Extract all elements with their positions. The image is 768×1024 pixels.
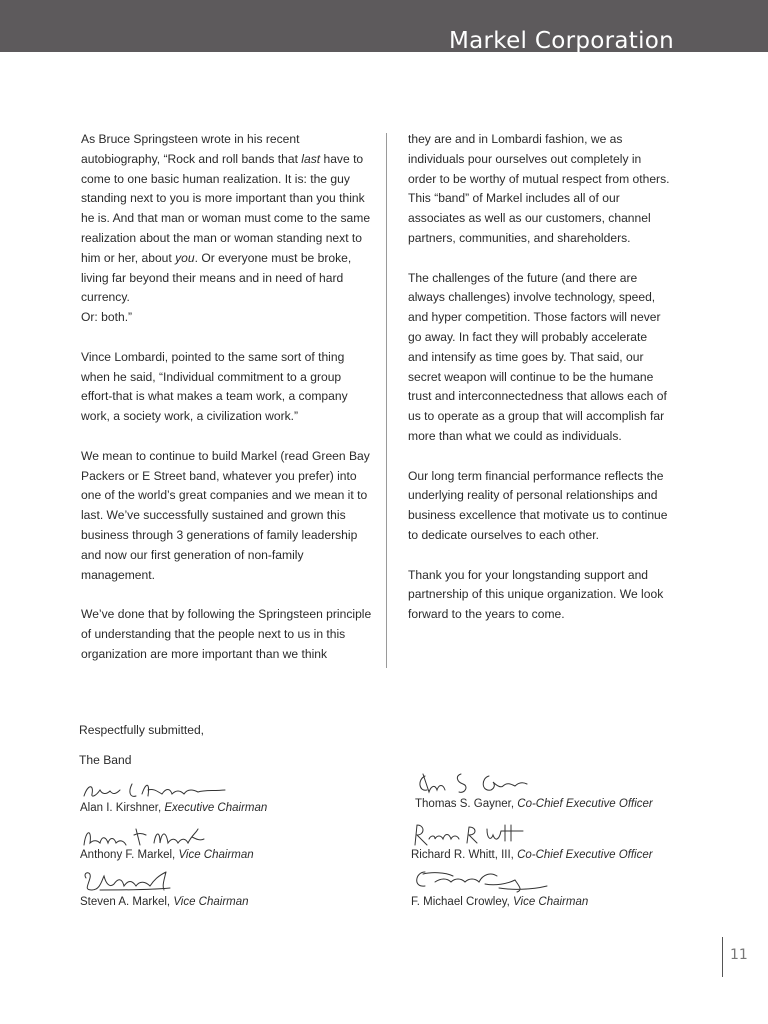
signature-block-anthony-markel: Anthony F. Markel, Vice Chairman: [80, 825, 254, 861]
page-number: 11: [730, 947, 748, 963]
signature-block-whitt: Richard R. Whitt, III, Co-Chief Executive Officer: [411, 821, 653, 861]
header-bar: [0, 0, 768, 52]
handwritten-signature-crowley: [411, 866, 551, 896]
closing-the-band: The Band: [79, 753, 132, 767]
handwritten-signature-whitt: [411, 821, 541, 849]
letter-left-column: [81, 130, 373, 665]
letter-right-column: [408, 130, 670, 625]
signature-block-kirshner: Alan I. Kirshner, Executive Chairman: [80, 778, 267, 814]
paragraph-band-of-markel: they are and in Lombardi fashion, we as individuals pour ourselves out completely in order to be worthy of mutual respect from others. This “band” of Markel includes all of our associates as well as our customers, channel partners, communities, and shareholders.: [408, 132, 670, 245]
paragraph-springsteen-principle: We’ve done that by following the Springsteen principle of understanding that the people next to us in this organization are more important than we think: [81, 607, 372, 661]
signature-block-crowley: F. Michael Crowley, Vice Chairman: [411, 866, 588, 908]
company-title: Markel Corporation: [449, 28, 675, 54]
column-divider: [386, 133, 387, 668]
paragraph-springsteen-quote: As Bruce Springsteen wrote in his recent autobiography, “Rock and roll bands that last have to come to one basic human realization. It is: the guy standing next to you is more important than you think he is. And that man or woman must come to the same realization about the man or woman standing next to him or her, about you. Or everyone must be broke, living far beyond their means and in need of hard currency. Or: both.”: [81, 132, 371, 325]
handwritten-signature-kirshner: [80, 778, 230, 802]
paragraph-lombardi: Vince Lombardi, pointed to the same sort of thing when he said, “Individual commitment to a group effort-that is what makes a team work, a company work, a society work, a civilization work.”: [81, 349, 348, 424]
closing-respectfully: Respectfully submitted,: [79, 723, 205, 737]
handwritten-signature-steven-markel: [80, 868, 190, 896]
handwritten-signature-anthony-markel: [80, 825, 210, 849]
paragraph-thank-you: Thank you for your longstanding support and partnership of this unique organization. We look forward to the years to come.: [408, 567, 664, 622]
paragraph-challenges: The challenges of the future (and there are always challenges) involve technology, speed, and hyper competition. Those factors will never go away. In fact they will probably accelerate and intensify as time goes by. That said, our secret weapon will continue to be the humane trust and interconnectedness that allows each of us to operate as a group that will accomplish far more than what we could as individuals.: [408, 270, 667, 443]
paragraph-build-markel: We mean to continue to build Markel (read Green Bay Packers or E Street band, whatever you prefer) into one of the world’s great companies and we mean it to last. We’ve successfully sustained and grown this business through 3 generations of family leadership and now our first generation of non-family management.: [81, 448, 370, 582]
signature-block-steven-markel: Steven A. Markel, Vice Chairman: [80, 868, 249, 908]
paragraph-financial-performance: Our long term financial performance reflects the underlying reality of personal relationships and business excellence that motivate us to continue to dedicate ourselves to each other.: [408, 468, 668, 542]
page-number-rule: [722, 937, 723, 977]
signature-block-gayner: Thomas S. Gayner, Co-Chief Executive Officer: [415, 770, 653, 810]
handwritten-signature-gayner: [415, 770, 545, 798]
